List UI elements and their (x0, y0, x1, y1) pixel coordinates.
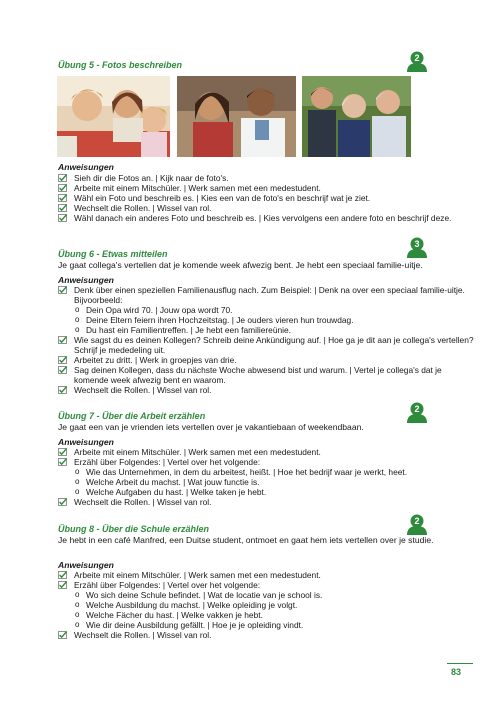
checkbox-check-icon (58, 336, 67, 344)
circle-bullet-icon: o (75, 487, 80, 496)
sub-list-item (58, 467, 478, 477)
circle-bullet-icon: o (75, 590, 80, 599)
circle-bullet-icon: o (75, 305, 80, 314)
list-item (58, 570, 478, 580)
exercise-title: Übung 6 - Etwas mitteilen (58, 249, 168, 259)
instructions-heading: Anweisungen (58, 162, 114, 172)
item-text: Wechselt die Rollen. | Wissel van rol. (74, 497, 212, 507)
item-text: Arbeite mit einem Mitschüler. | Werk samen met een medestudent. (74, 447, 321, 457)
item-text: Deine Eltern feiern ihren Hochzeitstag. | Je ouders vieren hun trouwdag. (86, 315, 354, 325)
instruction-list (58, 570, 478, 640)
item-text: Erzähl über Folgendes: | Vertel over het volgende: (74, 457, 261, 467)
checkbox-check-icon (58, 366, 67, 374)
checkbox-check-icon (58, 631, 67, 639)
list-item (58, 385, 478, 395)
item-text: Wähl danach ein anderes Foto und beschreib es. | Kies vervolgens een andere foto en beschrijf deze. (74, 213, 452, 223)
item-text: Arbeite mit einem Mitschüler. | Werk samen met een medestudent. (74, 570, 321, 580)
person-number-icon (406, 401, 428, 423)
person-number-icon (406, 513, 428, 535)
list-item (58, 447, 478, 457)
item-text: Du hast ein Familientreffen. | Je hebt een familiereünie. (86, 325, 291, 335)
page-number-rule (447, 663, 473, 664)
item-text: Wechselt die Rollen. | Wissel van rol. (74, 630, 212, 640)
item-text: Sieh dir die Fotos an. | Kijk naar de foto's. (74, 173, 229, 183)
instructions-heading: Anweisungen (58, 560, 114, 570)
item-text: Welche Aufgaben du hast. | Welke taken je hebt. (86, 487, 267, 497)
checkbox-check-icon (58, 356, 67, 364)
item-text: Welche Fächer du hast. | Welke vakken je hebt. (86, 610, 263, 620)
item-text: Wie sagst du es deinen Kollegen? Schreib deine Ankündigung auf. | Hoe ga je dit aan je collega's vertellen? Schrijf je mededeling uit. (74, 335, 474, 355)
page-number: 83 (451, 667, 462, 677)
sub-list-item (58, 600, 478, 610)
circle-bullet-icon: o (75, 325, 80, 334)
exercise-title: Übung 7 - Über die Arbeit erzählen (58, 411, 206, 421)
list-item (58, 203, 478, 213)
circle-bullet-icon: o (75, 477, 80, 486)
checkbox-check-icon (58, 448, 67, 456)
circle-bullet-icon: o (75, 467, 80, 476)
sub-list-item (58, 305, 478, 315)
sub-list-item (58, 325, 478, 335)
badge-number: 2 (414, 53, 420, 63)
list-item (58, 580, 478, 590)
instructions-heading: Anweisungen (58, 437, 114, 447)
instruction-list (58, 173, 478, 223)
checkbox-check-icon (58, 458, 67, 466)
checkbox-check-icon (58, 194, 67, 202)
list-item (58, 173, 478, 183)
checkbox-check-icon (58, 386, 67, 394)
item-text: Arbeite mit einem Mitschüler. | Werk samen met een medestudent. (74, 183, 321, 193)
circle-bullet-icon: o (75, 315, 80, 324)
list-item (58, 365, 478, 385)
list-item (58, 630, 478, 640)
checkbox-check-icon (58, 174, 67, 182)
item-text: Wechselt die Rollen. | Wissel van rol. (74, 385, 212, 395)
badge-number: 2 (414, 404, 420, 414)
instruction-list (58, 447, 478, 507)
list-item (58, 497, 478, 507)
list-item (58, 355, 478, 365)
photo-grandparents (302, 76, 411, 157)
exercise-title: Übung 8 - Über die Schule erzählen (58, 524, 210, 534)
list-item (58, 183, 478, 193)
item-text: Wechselt die Rollen. | Wissel van rol. (74, 203, 212, 213)
checkbox-check-icon (58, 286, 67, 294)
item-text: Wähl ein Foto und beschreib es. | Kies een van de foto's en beschrijf wat je ziet. (74, 193, 371, 203)
item-text: Welche Ausbildung du machst. | Welke opleiding je volgt. (86, 600, 298, 610)
exercise-intro: Je gaat collega's vertellen dat je komende week afwezig bent. Je hebt een speciaal familie-uitje. (58, 260, 423, 270)
item-text: Denk über einen speziellen Familienausflug nach. Zum Beispiel: | Denk na over een speciaal familie-uitje. Bijvoorbeeld: (74, 285, 465, 305)
sub-list-item (58, 315, 478, 325)
item-text: Wo sich deine Schule befindet. | Wat de locatie van je school is. (86, 590, 323, 600)
circle-bullet-icon: o (75, 600, 80, 609)
person-number-icon (406, 236, 428, 258)
list-item (58, 193, 478, 203)
circle-bullet-icon: o (75, 610, 80, 619)
item-text: Welche Arbeit du machst. | Wat jouw functie is. (86, 477, 260, 487)
sub-list-item (58, 590, 478, 600)
photo-doctor-patient (177, 76, 296, 157)
instructions-heading: Anweisungen (58, 275, 114, 285)
checkbox-check-icon (58, 184, 67, 192)
exercise-intro: Je gaat een van je vrienden iets vertellen over je vakantiebaan of weekendbaan. (58, 422, 364, 432)
item-text: Arbeitet zu dritt. | Werk in groepjes van drie. (74, 355, 237, 365)
instruction-list (58, 285, 478, 395)
badge-number: 3 (414, 239, 420, 249)
circle-bullet-icon: o (75, 620, 80, 629)
item-text: Wie das Unternehmen, in dem du arbeitest, heißt. | Hoe het bedrijf waar je werkt, heet. (86, 467, 408, 477)
sub-list-item (58, 620, 478, 630)
list-item (58, 457, 478, 467)
list-item (58, 285, 478, 305)
sub-list-item (58, 610, 478, 620)
sub-list-item (58, 477, 478, 487)
exercise-intro: Je hebt in een café Manfred, een Duitse student, ontmoet en gaat hem iets vertellen over je studie. (58, 535, 434, 545)
checkbox-check-icon (58, 214, 67, 222)
list-item (58, 335, 478, 355)
person-number-icon (406, 50, 428, 72)
item-text: Erzähl über Folgendes: | Vertel over het volgende: (74, 580, 261, 590)
checkbox-check-icon (58, 204, 67, 212)
item-text: Wie dir deine Ausbildung gefällt. | Hoe je je opleiding vindt. (86, 620, 304, 630)
checkbox-check-icon (58, 498, 67, 506)
item-text: Sag deinen Kollegen, dass du nächste Woche abwesend bist und warum. | Vertel je collega's dat je komende week afwezig bent en waarom. (74, 365, 442, 385)
checkbox-check-icon (58, 581, 67, 589)
photo-family-dinner (57, 76, 170, 157)
badge-number: 2 (414, 516, 420, 526)
sub-list-item (58, 487, 478, 497)
item-text: Dein Opa wird 70. | Jouw opa wordt 70. (86, 305, 233, 315)
exercise-title: Übung 5 - Fotos beschreiben (58, 60, 183, 70)
checkbox-check-icon (58, 571, 67, 579)
list-item (58, 213, 478, 223)
